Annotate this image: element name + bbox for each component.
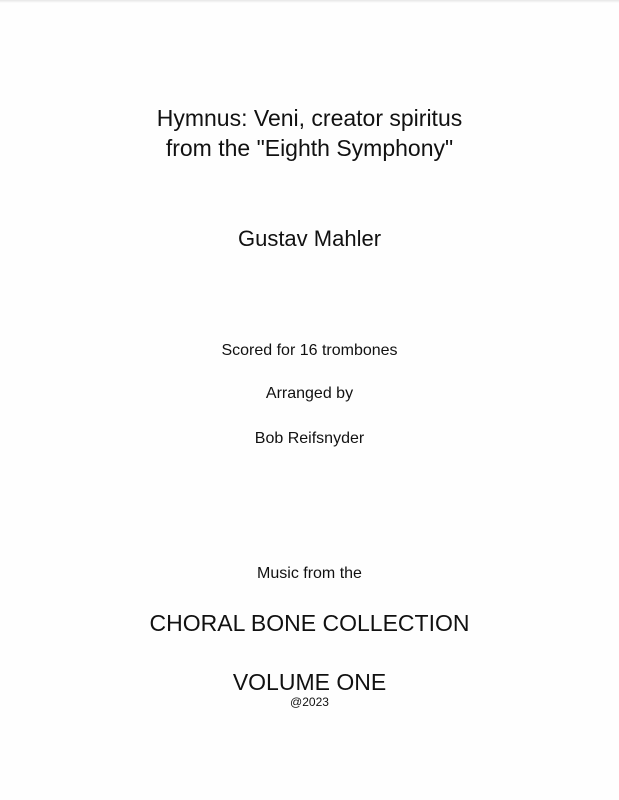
title-line-1: Hymnus: Veni, creator spiritus [156,105,463,131]
collection-intro: Music from the [257,565,362,582]
page-edge [0,0,619,3]
collection-name: CHORAL BONE COLLECTION [149,610,470,636]
copyright-notice: @2023 [290,695,329,709]
composer-name: Gustav Mahler [237,226,382,251]
title-line-2: from the "Eighth Symphony" [165,135,454,161]
collection-volume: VOLUME ONE [232,669,387,695]
arranger-name: Bob Reifsnyder [254,430,365,447]
scoring-note: Scored for 16 trombones [221,342,398,359]
arranged-by-label: Arranged by [265,385,354,402]
